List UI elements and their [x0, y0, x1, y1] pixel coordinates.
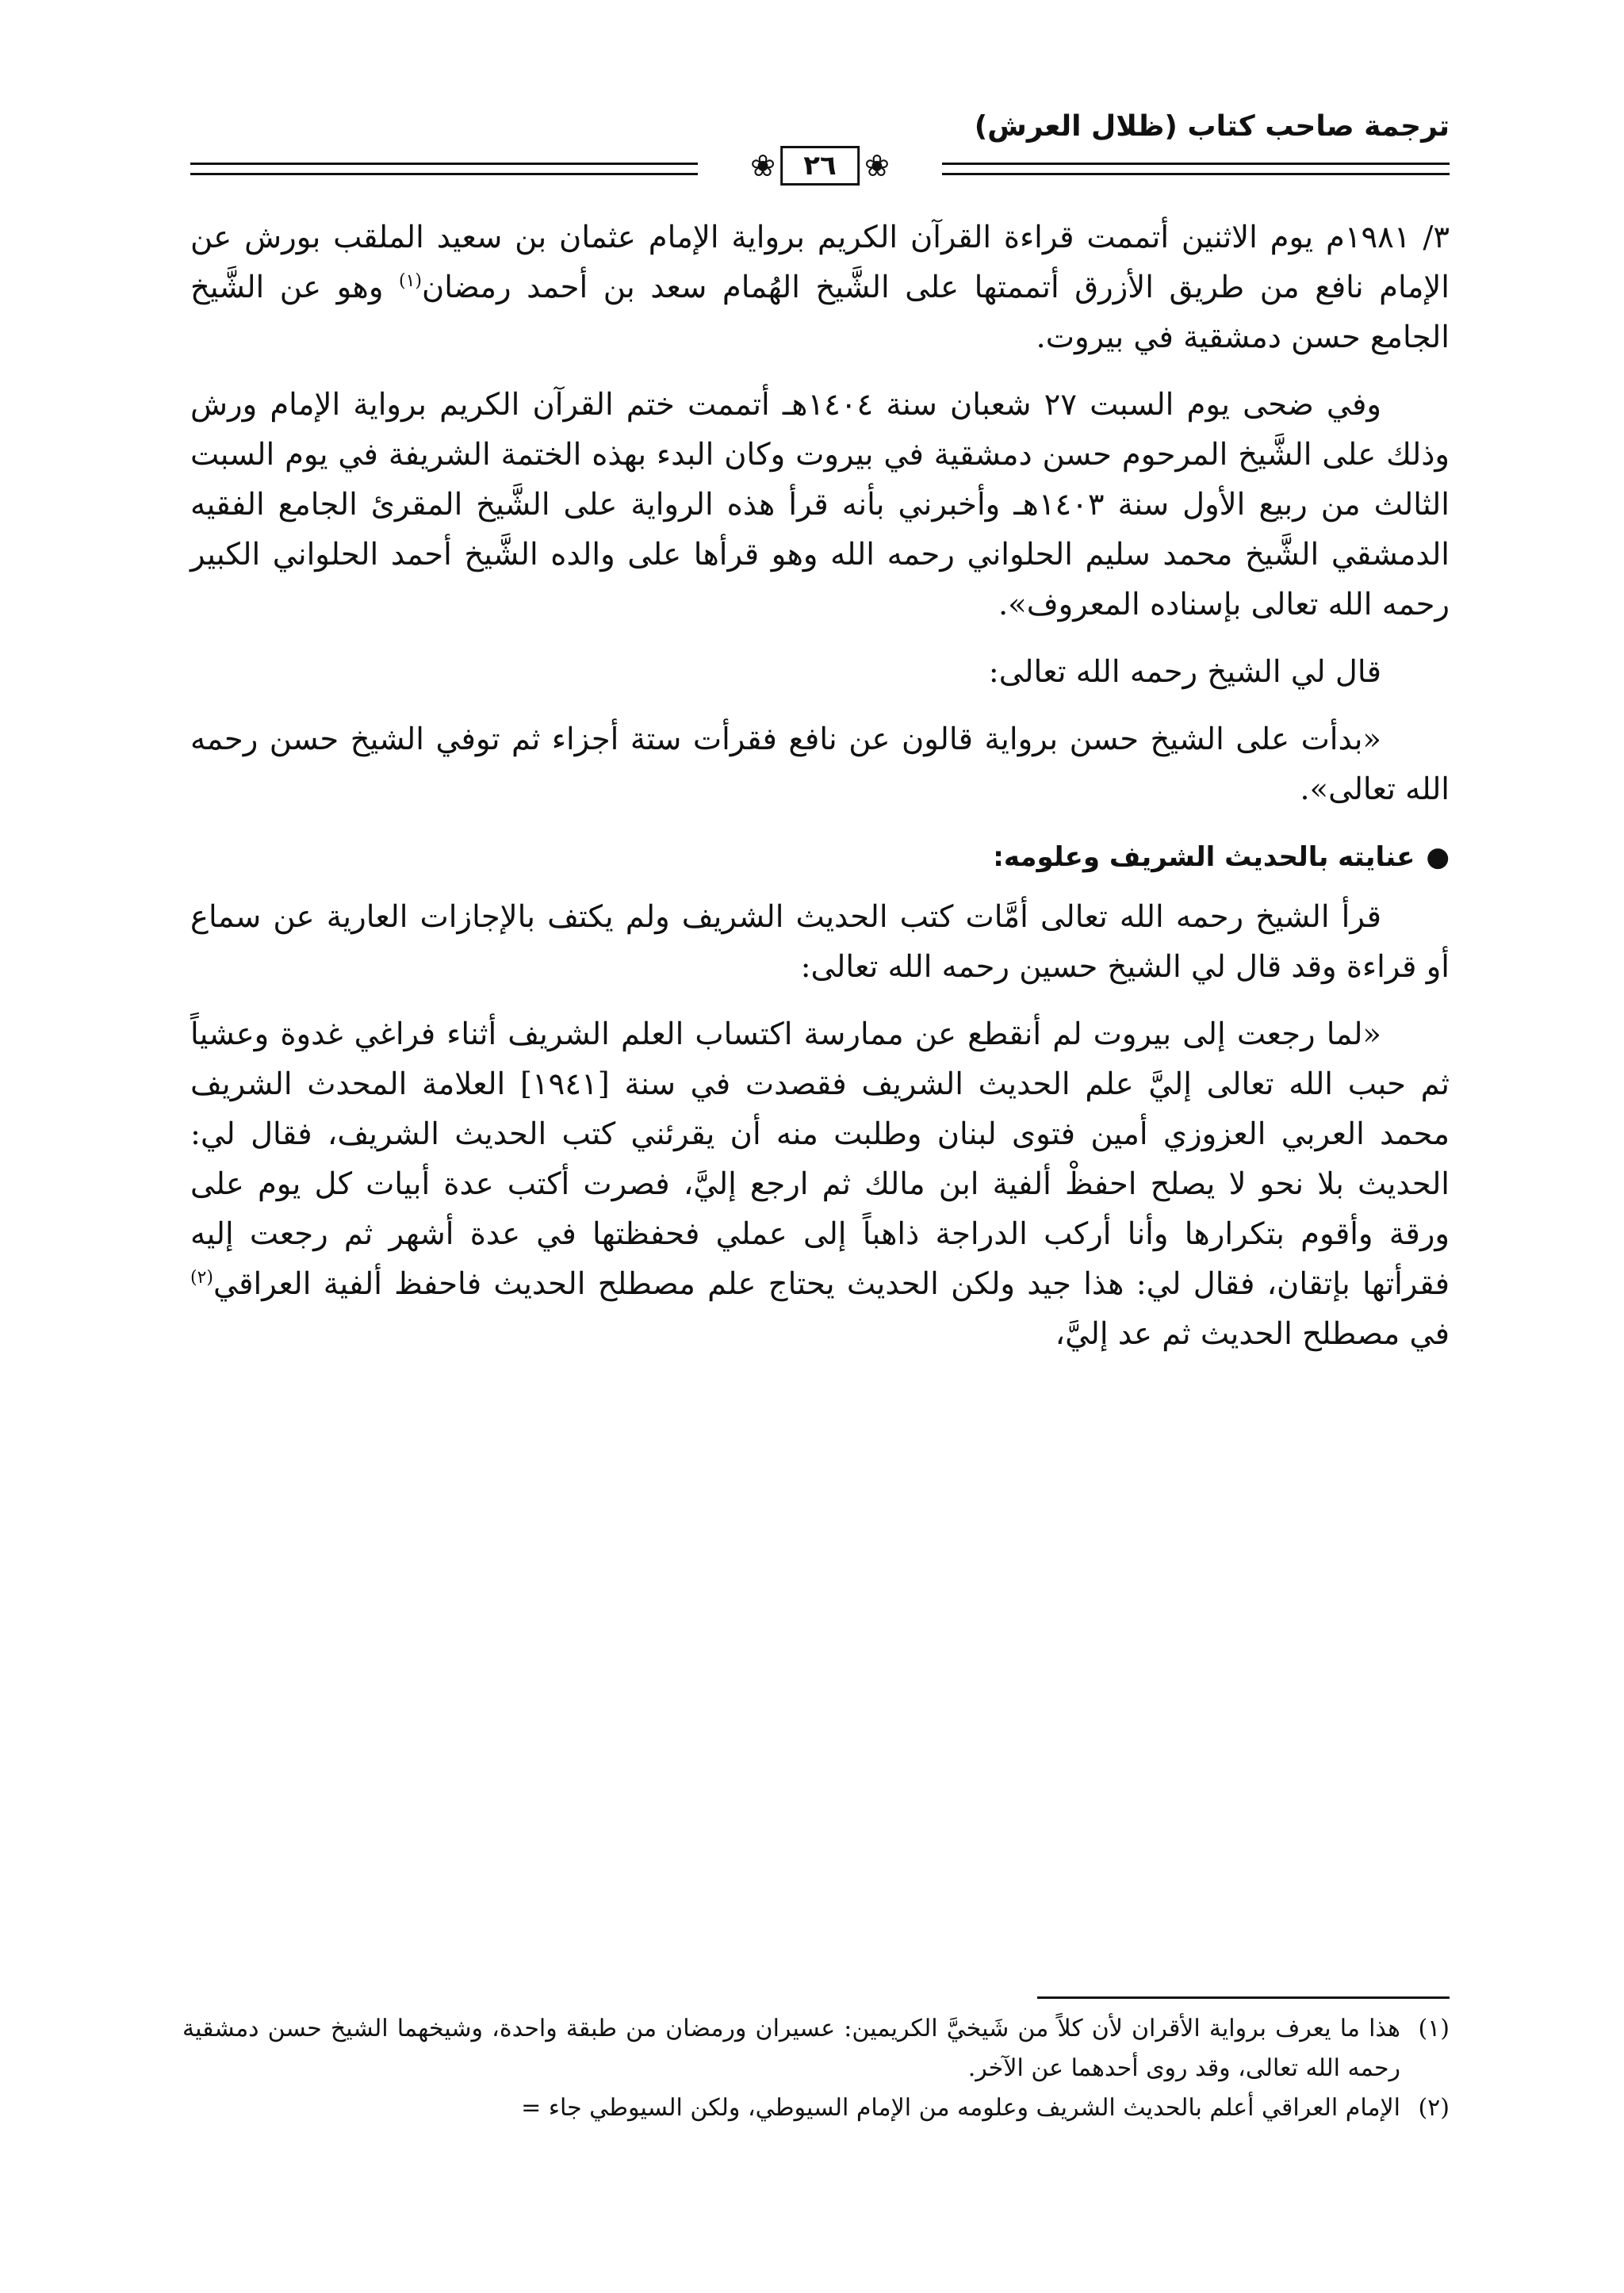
footnote-2: [182, 2088, 1450, 2128]
footnote-number: (٢): [1418, 2094, 1450, 2122]
header-rule-left: [190, 163, 698, 175]
paragraph-text-tail: وهو عن الشَّيخ الجامع حسن دمشقية في بيروت.: [190, 270, 1450, 355]
ornament-left-icon: ❀: [750, 148, 776, 183]
ornament-right-icon: ❀: [864, 148, 890, 183]
footnote-text: الإمام العراقي أعلم بالحديث الشريف وعلومه من الإمام السيوطي، ولكن السيوطي جاء =: [521, 2094, 1400, 2122]
paragraph-warsh-recitation: [190, 212, 1450, 362]
bullet-icon: ●: [1426, 841, 1450, 873]
paragraph-text: «لما رجعت إلى بيروت لم أنقطع عن ممارسة اكتساب العلم الشريف أثناء فراغي غدوة وعشياً ثم حبب الله تعالى إليَّ علم الحديث الشريف فقصدت في سنة [١٩٤١] العلامة المحدث الشريف محمد العربي العزوزي أمين فتوى لبنان وطلبت منه أن يقرئني كتب الحديث الشريف، فقال لي: الحديث بلا نحو لا يصلح احفظْ ألفية ابن مالك ثم ارجع إليَّ، فصرت أكتب عدة أبيات كل يوم على ورقة وأقوم بتكرارها وأنا أركب الدراجة ذاهباً إلى عملي فحفظتها في عدة أشهر ثم رجعت إليه فقرأتها بإتقان، فقال لي: هذا جيد ولكن الحديث يحتاج علم مصطلح الحديث فاحفظ ألفية العراقي: [190, 1016, 1450, 1302]
section-heading-text: عنايته بالحديث الشريف وعلومه:: [993, 841, 1415, 873]
book-page: [182, 0, 1450, 2293]
page-number-ornament: [750, 146, 890, 186]
footnote-ref-2: (٢): [190, 1268, 214, 1288]
section-heading: [190, 835, 1450, 879]
paragraph-hadith-books: قرأ الشيخ رحمه الله تعالى أمَّات كتب الحديث الشريف ولم يكتف بالإجازات العارية عن سماع أو قراءة وقد قال لي الشيخ حسين رحمه الله تعالى:: [190, 899, 1450, 985]
footnote-1: [182, 2009, 1450, 2088]
page-number: ٢٦: [780, 146, 860, 186]
header-rule-right: [942, 163, 1450, 175]
paragraph-khatma: وفي ضحى يوم السبت ٢٧ شعبان سنة ١٤٠٤هـ أتممت ختم القرآن الكريم برواية الإمام ورش وذلك على الشَّيخ المرحوم حسن دمشقية في بيروت وكان البدء بهذه الختمة الشريفة في يوم السبت الثالث من ربيع الأول سنة ١٤٠٣هـ وأخبرني بأنه قرأ هذه الرواية على الشَّيخ المقرئ الجامع الفقيه الدمشقي الشَّيخ محمد سليم الحلواني رحمه الله وهو قرأها على والده الشَّيخ أحمد الحلواني الكبير رحمه الله تعالى بإسناده المعروف».: [190, 387, 1450, 622]
paragraph-text: ٣/ ١٩٨١م يوم الاثنين أتممت قراءة القرآن الكريم برواية الإمام عثمان بن سعيد الملقب بورش عن الإمام نافع من طريق الأزرق أتممتها على الشَّيخ الهُمام سعد بن أحمد رمضان: [190, 220, 1450, 305]
footnote-ref-1: (١): [399, 271, 423, 292]
running-title: ترجمة صاحب كتاب (ظلال العرش): [974, 110, 1450, 143]
footnote-number: (١): [1418, 2015, 1450, 2042]
paragraph-sheikh-said: قال لي الشيخ رحمه الله تعالى:: [988, 654, 1381, 690]
paragraph-qalun-quote: «بدأت على الشيخ حسن برواية قالون عن نافع فقرأت ستة أجزاء ثم توفي الشيخ حسن رحمه الله تعالى».: [190, 722, 1450, 807]
paragraph-hadith-study: [190, 1009, 1450, 1359]
footnotes: [182, 2009, 1450, 2128]
paragraph-text-tail: في مصطلح الحديث ثم عد إليَّ،: [1055, 1316, 1450, 1352]
footnote-text: هذا ما يعرف برواية الأقران لأن كلاً من شَيخيَّ الكريمين: عسيران ورمضان من طبقة واحدة، وشيخهما الشيخ حسن دمشقية رحمه الله تعالى، وقد روى أحدهما عن الآخر.: [182, 2015, 1400, 2082]
main-text: [190, 212, 1450, 1376]
